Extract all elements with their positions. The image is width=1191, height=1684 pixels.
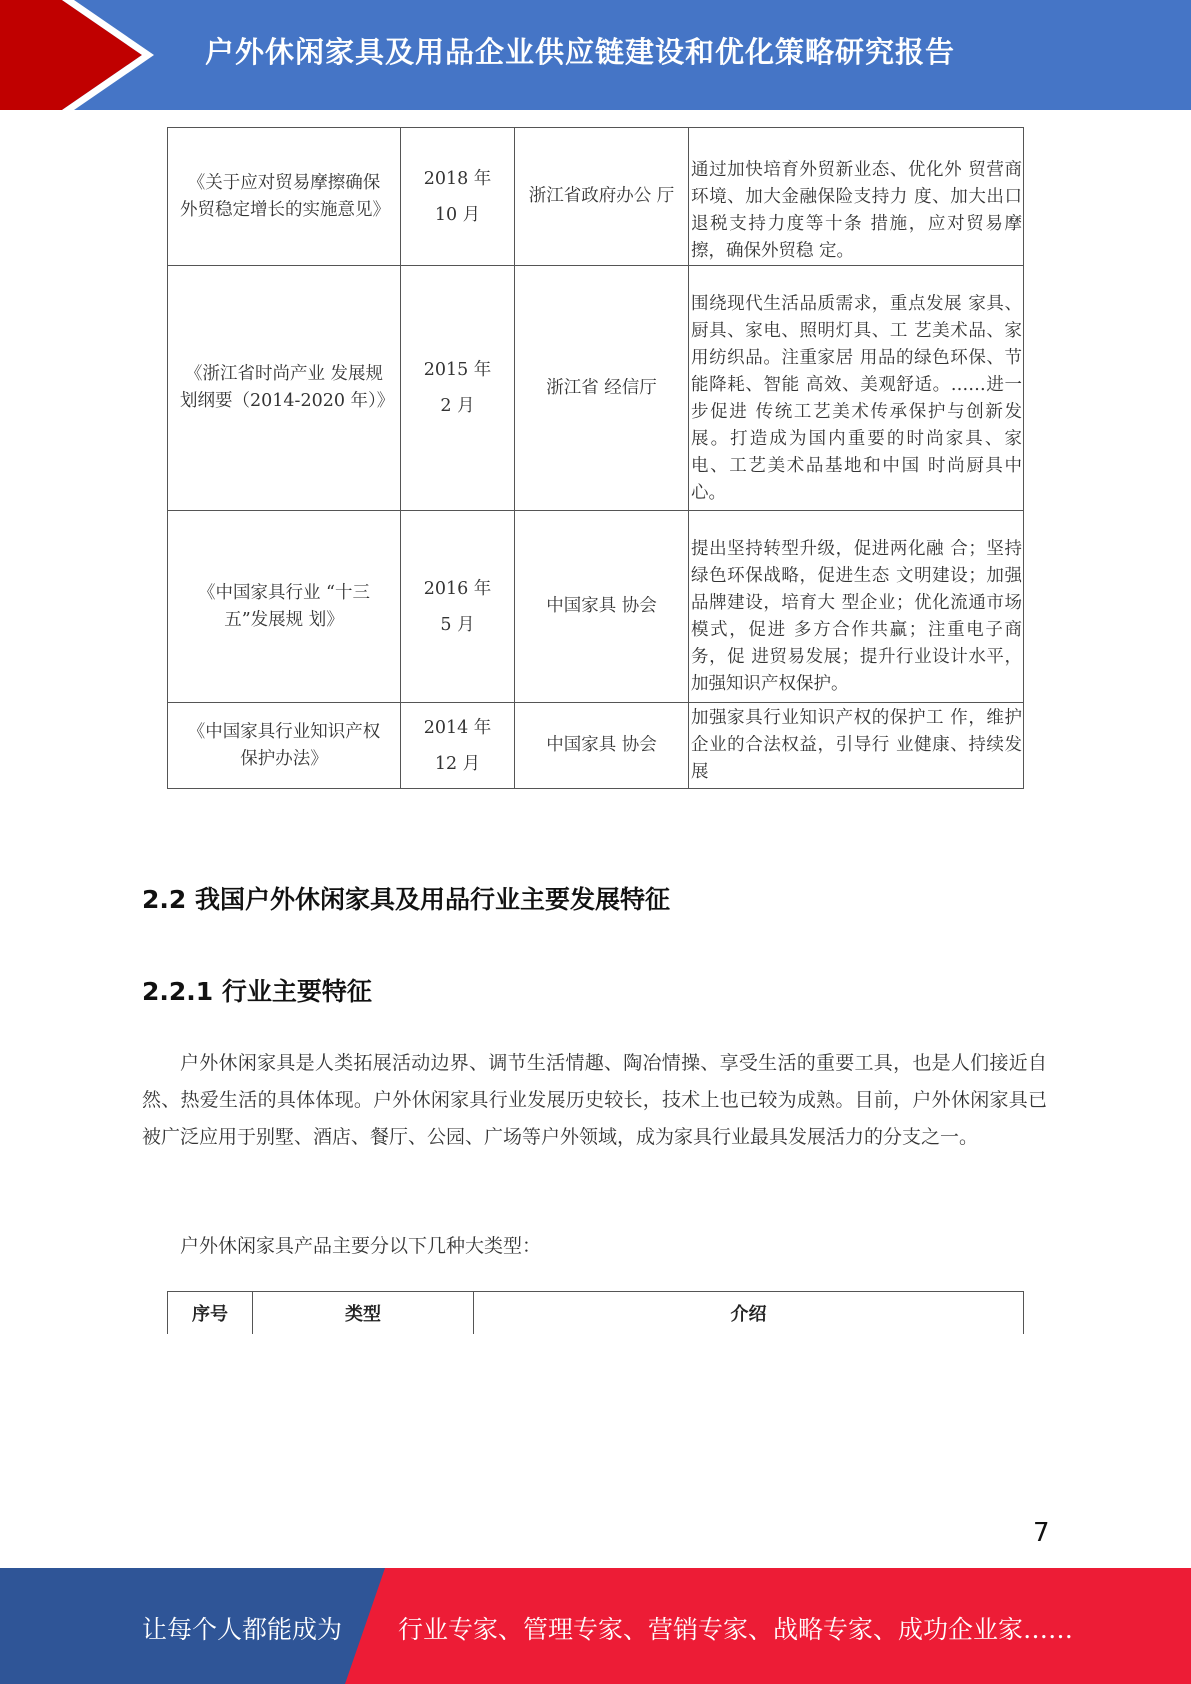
date-year: 2015 年 [423, 360, 492, 380]
date-month: 2 月 [440, 396, 475, 416]
table-header-row [168, 1292, 1024, 1335]
document-title: 户外休闲家具及用品企业供应链建设和优化策略研究报告 [205, 35, 956, 69]
date-month: 12 月 [434, 753, 481, 774]
policy-org: 中国家具 协会 [515, 703, 689, 789]
table-row [168, 511, 1024, 703]
table-row [168, 703, 1024, 789]
policy-name: 《浙江省时尚产业 发展规划纲要（2014-2020 年）》 [168, 266, 401, 511]
header-chevron-decoration [0, 0, 160, 110]
body-paragraph: 户外休闲家具产品主要分以下几种大类型： [180, 1235, 542, 1257]
policy-date [401, 128, 515, 266]
policy-desc: 通过加快培育外贸新业态、优化外 贸营商环境、加大金融保险支持力 度、加大出口退税支持力度等十条 措施，应对贸易摩擦，确保外贸稳 定。 [689, 128, 1024, 266]
policy-name: 《中国家具行业知识产权保护办法》 [168, 703, 401, 789]
table-row [168, 266, 1024, 511]
policy-org: 中国家具 协会 [515, 511, 689, 703]
policy-name: 《中国家具行业 “十三五”发展规 划》 [168, 511, 401, 703]
policy-table [167, 127, 1024, 789]
date-year: 2014 年 [423, 717, 492, 738]
policy-desc: 加强家具行业知识产权的保护工 作，维护企业的合法权益，引导行 业健康、持续发展 [689, 703, 1024, 789]
policy-name: 《关于应对贸易摩擦确保外贸稳定增长的实施意见》 [168, 128, 401, 266]
column-header-index: 序号 [168, 1292, 253, 1335]
date-year: 2018 年 [423, 168, 492, 189]
policy-org: 浙江省政府办公 厅 [515, 128, 689, 266]
policy-date [401, 703, 515, 789]
policy-org: 浙江省 经信厅 [515, 266, 689, 511]
policy-desc: 提出坚持转型升级，促进两化融 合；坚持绿色环保战略，促进生态 文明建设；加强品牌建设，培育大 型企业；优化流通市场模式，促进 多方合作共赢；注重电子商务，促 进贸易发展；提升行业设计水平， 加强知识产权保护。 [689, 511, 1024, 703]
footer-slogan-right: 行业专家、管理专家、营销专家、战略专家、成功企业家…… [398, 1615, 1074, 1644]
date-year: 2016 年 [423, 578, 492, 599]
page-header [0, 0, 1191, 110]
policy-date [401, 266, 515, 511]
section-heading-2-2: 2.2 我国户外休闲家具及用品行业主要发展特征 [142, 885, 670, 914]
body-paragraph: 户外休闲家具是人类拓展活动边界、调节生活情趣、陶冶情操、享受生活的重要工具，也是人们接近自然、热爱生活的具体体现。户外休闲家具行业发展历史较长，技术上也已较为成熟。目前，户外休闲家具已被广泛应用于别墅、酒店、餐厅、公园、广场等户外领域，成为家具行业最具发展活力的分支之一。 [142, 1052, 1047, 1148]
policy-date [401, 511, 515, 703]
page-number: 7 [1033, 1518, 1050, 1548]
date-month: 10 月 [434, 204, 481, 225]
date-month: 5 月 [440, 614, 475, 635]
section-heading-2-2-1: 2.2.1 行业主要特征 [142, 977, 372, 1006]
footer-slogan-left: 让每个人都能成为 [142, 1615, 343, 1644]
column-header-intro: 介绍 [474, 1292, 1024, 1335]
column-header-type: 类型 [253, 1292, 474, 1335]
product-types-table [167, 1291, 1024, 1334]
table-row [168, 128, 1024, 266]
policy-desc: 围绕现代生活品质需求，重点发展 家具、厨具、家电、照明灯具、工 艺美术品、家用纺织品。注重家居 用品的绿色环保、节能降耗、智能 高效、美观舒适。……进一步促进 传统工艺美术传承保护与创新发 展。打造成为国内重要的时尚家具、家电、工艺美术品基地和中国 时尚厨具中心。 [689, 266, 1024, 511]
page-footer [0, 1568, 1191, 1684]
